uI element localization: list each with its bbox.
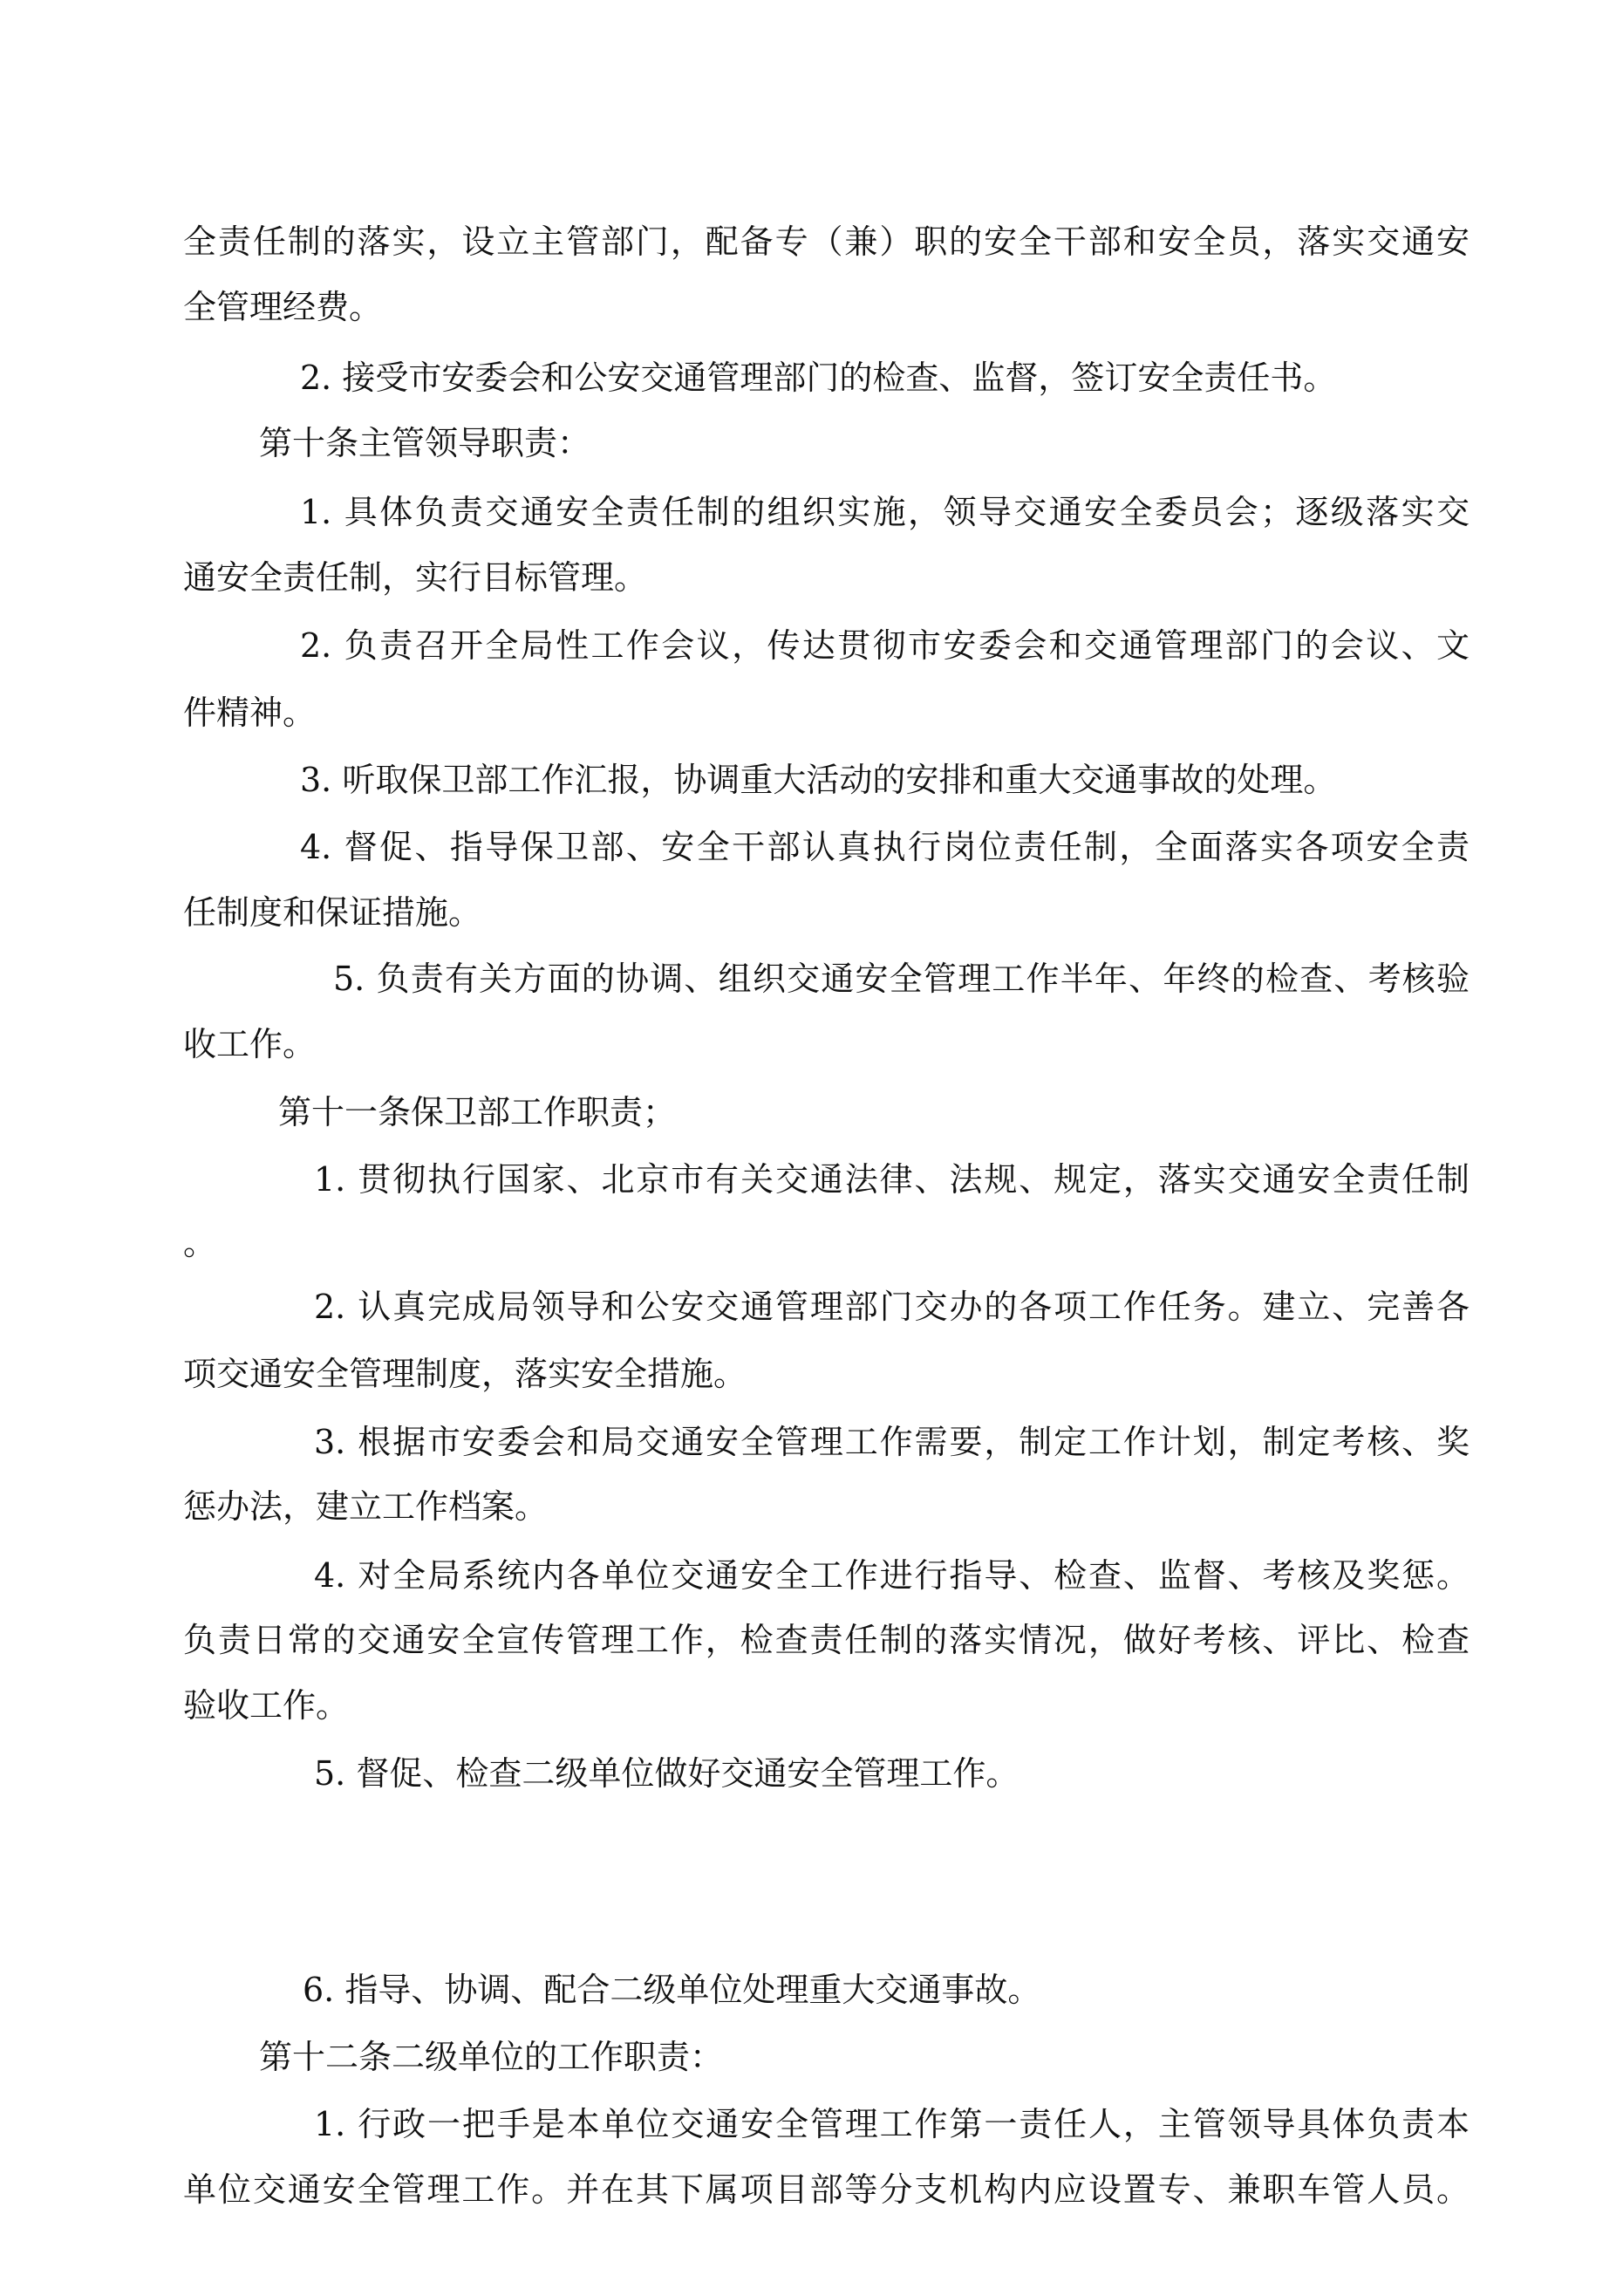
section-heading: 第十条主管领导职责： [259, 424, 591, 462]
text-line: 全管理经费。 [183, 288, 383, 326]
text-line: 任制度和保证措施。 [183, 893, 482, 932]
list-item: 2. 认真完成局领导和公安交通管理部门交办的各项工作任务。建立、完善各 [314, 1288, 1470, 1326]
text-line: 负责日常的交通安全宣传管理工作，检查责任制的落实情况，做好考核、评比、检查 [183, 1621, 1470, 1659]
text-line: 通安全责任制，实行目标管理。 [183, 558, 648, 597]
text-line: 全责任制的落实，设立主管部门，配备专（兼）职的安全干部和安全员，落实交通安 [183, 222, 1470, 261]
section-heading: 第十二条二级单位的工作职责： [259, 2038, 724, 2076]
list-item: 6. 指导、协调、配合二级单位处理重大交通事故。 [303, 1971, 1041, 2009]
text-line: 。 [183, 1224, 217, 1262]
list-item: 1. 具体负责交通安全责任制的组织实施，领导交通安全委员会；逐级落实交 [300, 493, 1470, 531]
list-item: 3. 根据市安委会和局交通安全管理工作需要，制定工作计划，制定考核、奖 [314, 1423, 1470, 1461]
list-item: 1. 贯彻执行国家、北京市有关交通法律、法规、规定，落实交通安全责任制 [314, 1160, 1470, 1199]
list-item: 2. 接受市安委会和公安交通管理部门的检查、监督，签订安全责任书。 [300, 359, 1337, 397]
list-item: 3. 听取保卫部工作汇报，协调重大活动的安排和重大交通事故的处理。 [300, 761, 1337, 799]
text-line: 收工作。 [183, 1025, 317, 1063]
list-item: 5. 负责有关方面的协调、组织交通安全管理工作半年、年终的检查、考核验 [333, 960, 1470, 998]
section-heading: 第十一条保卫部工作职责； [278, 1093, 677, 1131]
text-line: 单位交通安全管理工作。并在其下属项目部等分支机构内应设置专、兼职车管人员。 [183, 2170, 1470, 2209]
list-item: 2. 负责召开全局性工作会议，传达贯彻市安委会和交通管理部门的会议、文 [300, 626, 1470, 665]
text-line: 惩办法，建立工作档案。 [183, 1487, 549, 1526]
text-line: 验收工作。 [183, 1686, 350, 1725]
list-item: 4. 对全局系统内各单位交通安全工作进行指导、检查、监督、考核及奖惩。 [314, 1556, 1470, 1595]
text-line: 件精神。 [183, 694, 317, 732]
list-item: 4. 督促、指导保卫部、安全干部认真执行岗位责任制，全面落实各项安全责 [300, 828, 1470, 866]
text-line: 项交通安全管理制度，落实安全措施。 [183, 1355, 747, 1393]
list-item: 1. 行政一把手是本单位交通安全管理工作第一责任人，主管领导具体负责本 [314, 2105, 1470, 2143]
list-item: 5. 督促、检查二级单位做好交通安全管理工作。 [314, 1754, 1019, 1793]
